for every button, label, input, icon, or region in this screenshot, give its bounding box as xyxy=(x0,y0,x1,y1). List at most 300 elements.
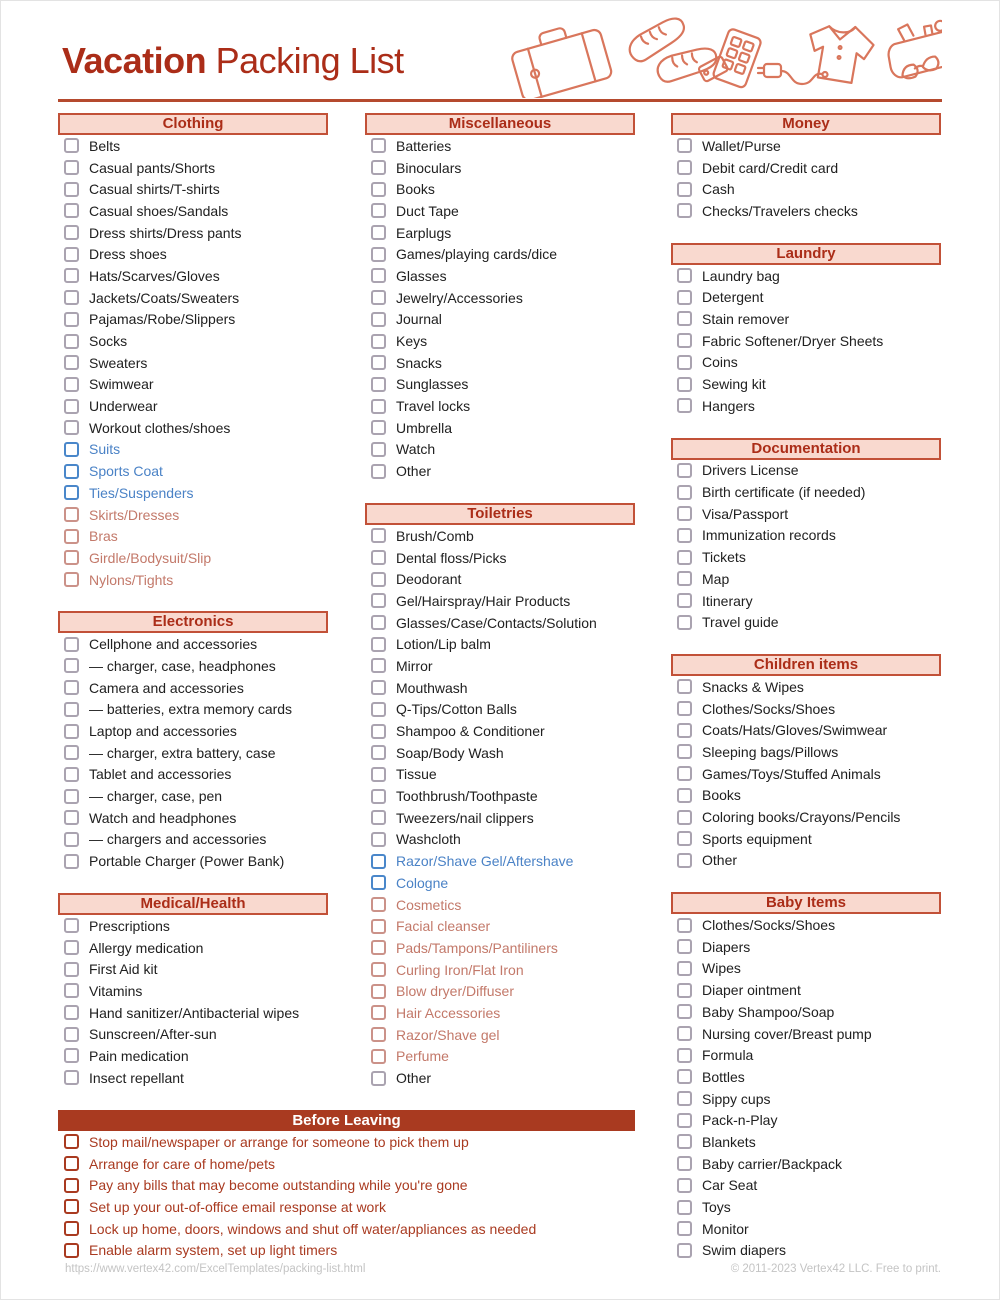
item-label: Casual shirts/T-shirts xyxy=(89,181,220,198)
checklist-item xyxy=(671,1196,941,1218)
item-checkbox[interactable] xyxy=(371,702,386,717)
checklist-item xyxy=(58,482,328,504)
checklist-item xyxy=(365,157,635,179)
item-checkbox[interactable] xyxy=(64,918,79,933)
section-documentation xyxy=(671,438,941,634)
checklist-item xyxy=(671,1044,941,1066)
item-checkbox[interactable] xyxy=(677,961,692,976)
item-checkbox[interactable] xyxy=(371,724,386,739)
checklist-item xyxy=(58,807,328,829)
item-checkbox[interactable] xyxy=(64,268,79,283)
item-label: Other xyxy=(396,463,432,480)
item-label: Sunglasses xyxy=(396,376,469,393)
checklist-item xyxy=(58,633,328,655)
item-checkbox[interactable] xyxy=(371,550,386,565)
calculator-icon xyxy=(712,28,762,88)
checklist-item xyxy=(58,1196,635,1218)
item-checkbox[interactable] xyxy=(371,984,386,999)
item-checkbox[interactable] xyxy=(677,463,692,478)
checklist-item xyxy=(365,265,635,287)
item-label: Snacks xyxy=(396,354,442,371)
checklist-item xyxy=(58,417,328,439)
item-checkbox[interactable] xyxy=(677,377,692,392)
item-label: Formula xyxy=(702,1047,754,1064)
item-checkbox[interactable] xyxy=(677,766,692,781)
item-checkbox[interactable] xyxy=(64,247,79,262)
item-checkbox[interactable] xyxy=(371,572,386,587)
checklist-item xyxy=(58,1239,635,1261)
item-checkbox[interactable] xyxy=(371,1049,386,1064)
item-label: Games/playing cards/dice xyxy=(396,246,558,263)
section-electronics xyxy=(58,611,328,872)
item-label: Mirror xyxy=(396,657,433,674)
page-title xyxy=(62,40,404,82)
checklist-item xyxy=(365,395,635,417)
checklist-item xyxy=(58,439,328,461)
item-checkbox[interactable] xyxy=(371,680,386,695)
checklist-item xyxy=(365,568,635,590)
checklist-item xyxy=(671,676,941,698)
item-label: Socks xyxy=(89,333,128,350)
checklist-item xyxy=(365,785,635,807)
item-checkbox[interactable] xyxy=(64,312,79,327)
item-checkbox[interactable] xyxy=(371,854,386,869)
item-label: — charger, extra battery, case xyxy=(89,744,276,761)
item-checkbox[interactable] xyxy=(64,442,79,457)
checklist-item xyxy=(671,806,941,828)
item-checkbox[interactable] xyxy=(677,506,692,521)
item-label: Sleeping bags/Pillows xyxy=(702,743,839,760)
item-label: Dental floss/Picks xyxy=(396,549,507,566)
item-label: Sewing kit xyxy=(702,376,766,393)
item-checkbox[interactable] xyxy=(64,1178,79,1193)
checklist-item xyxy=(671,1175,941,1197)
header-divider xyxy=(58,99,942,102)
item-label: Fabric Softener/Dryer Sheets xyxy=(702,332,884,349)
checklist-item xyxy=(671,481,941,503)
item-checkbox[interactable] xyxy=(677,290,692,305)
page-title-rest: Packing List xyxy=(206,40,404,81)
item-checkbox[interactable] xyxy=(371,182,386,197)
item-checkbox[interactable] xyxy=(64,529,79,544)
checklist-item xyxy=(671,265,941,287)
item-label: Washcloth xyxy=(396,831,461,848)
item-checkbox[interactable] xyxy=(64,420,79,435)
item-label: Set up your out-of-office email response at work xyxy=(89,1198,387,1215)
item-checkbox[interactable] xyxy=(677,615,692,630)
item-checkbox[interactable] xyxy=(371,637,386,652)
item-label: Car Seat xyxy=(702,1177,758,1194)
item-checkbox[interactable] xyxy=(371,312,386,327)
item-label: Games/Toys/Stuffed Animals xyxy=(702,765,881,782)
item-checkbox[interactable] xyxy=(64,724,79,739)
item-checkbox[interactable] xyxy=(371,290,386,305)
item-checkbox[interactable] xyxy=(64,745,79,760)
item-label: Batteries xyxy=(396,137,452,154)
item-label: Enable alarm system, set up light timers xyxy=(89,1242,338,1259)
checklist-item xyxy=(58,850,328,872)
section-header: Laundry xyxy=(671,243,941,265)
item-checkbox[interactable] xyxy=(64,399,79,414)
page-title-bold: Vacation xyxy=(62,40,207,81)
item-label: Hats/Scarves/Gloves xyxy=(89,267,220,284)
item-label: First Aid kit xyxy=(89,961,158,978)
item-label: Nylons/Tights xyxy=(89,571,174,588)
checklist-item xyxy=(671,460,941,482)
item-checkbox[interactable] xyxy=(64,182,79,197)
item-checkbox[interactable] xyxy=(677,528,692,543)
item-checkbox[interactable] xyxy=(677,593,692,608)
item-checkbox[interactable] xyxy=(371,247,386,262)
checklist-item xyxy=(58,395,328,417)
checklist-item xyxy=(671,308,941,330)
item-label: Other xyxy=(702,852,738,869)
item-label: — batteries, extra memory cards xyxy=(89,701,293,718)
checklist-item xyxy=(58,460,328,482)
item-checkbox[interactable] xyxy=(371,138,386,153)
item-checkbox[interactable] xyxy=(64,1027,79,1042)
section-header: Medical/Health xyxy=(58,893,328,915)
item-label: Camera and accessories xyxy=(89,679,244,696)
item-checkbox[interactable] xyxy=(64,1221,79,1236)
item-checkbox[interactable] xyxy=(677,983,692,998)
item-checkbox[interactable] xyxy=(64,702,79,717)
section-laundry xyxy=(671,243,941,417)
item-checkbox[interactable] xyxy=(677,355,692,370)
checklist-item xyxy=(671,979,941,1001)
item-label: Books xyxy=(396,181,435,198)
item-checkbox[interactable] xyxy=(64,485,79,500)
checklist-item xyxy=(365,894,635,916)
item-checkbox[interactable] xyxy=(371,1005,386,1020)
checklist-item xyxy=(58,135,328,157)
checklist-item xyxy=(671,590,941,612)
checklist-item xyxy=(671,914,941,936)
item-checkbox[interactable] xyxy=(371,615,386,630)
item-label: Swimwear xyxy=(89,376,154,393)
item-checkbox[interactable] xyxy=(371,875,386,890)
checklist-item xyxy=(365,915,635,937)
checklist-item xyxy=(365,243,635,265)
checklist-item xyxy=(58,525,328,547)
section-children-items xyxy=(671,654,941,871)
item-checkbox[interactable] xyxy=(677,810,692,825)
checklist-item xyxy=(365,287,635,309)
checklist-item xyxy=(671,611,941,633)
checklist-item xyxy=(671,546,941,568)
item-label: Laundry bag xyxy=(702,267,780,284)
item-checkbox[interactable] xyxy=(64,1156,79,1171)
item-label: Hand sanitizer/Antibacterial wipes xyxy=(89,1004,300,1021)
item-checkbox[interactable] xyxy=(64,1005,79,1020)
item-label: Belts xyxy=(89,137,121,154)
item-checkbox[interactable] xyxy=(677,1156,692,1171)
item-checkbox[interactable] xyxy=(371,442,386,457)
column-middle xyxy=(365,113,635,1110)
item-checkbox[interactable] xyxy=(64,1048,79,1063)
checklist-item xyxy=(671,763,941,785)
checklist-item xyxy=(365,590,635,612)
item-checkbox[interactable] xyxy=(64,225,79,240)
checklist-item xyxy=(671,936,941,958)
item-checkbox[interactable] xyxy=(64,138,79,153)
item-label: — charger, case, headphones xyxy=(89,657,276,674)
item-checkbox[interactable] xyxy=(677,398,692,413)
item-checkbox[interactable] xyxy=(371,1027,386,1042)
checklist-item xyxy=(365,1024,635,1046)
item-label: Cologne xyxy=(396,874,449,891)
item-checkbox[interactable] xyxy=(677,160,692,175)
item-label: Tissue xyxy=(396,766,437,783)
item-checkbox[interactable] xyxy=(371,593,386,608)
item-checkbox[interactable] xyxy=(371,897,386,912)
item-checkbox[interactable] xyxy=(677,918,692,933)
item-checkbox[interactable] xyxy=(677,1221,692,1236)
checklist-item xyxy=(671,395,941,417)
item-label: Mouthwash xyxy=(396,679,468,696)
item-label: Hair Accessories xyxy=(396,1004,501,1021)
item-checkbox[interactable] xyxy=(371,355,386,370)
item-checkbox[interactable] xyxy=(371,203,386,218)
item-checkbox[interactable] xyxy=(371,377,386,392)
item-checkbox[interactable] xyxy=(677,138,692,153)
checklist-item xyxy=(58,178,328,200)
section-medical-health xyxy=(58,893,328,1089)
checklist-item xyxy=(365,1067,635,1089)
item-checkbox[interactable] xyxy=(677,203,692,218)
item-label: Debit card/Credit card xyxy=(702,159,839,176)
checklist-item xyxy=(58,222,328,244)
item-checkbox[interactable] xyxy=(677,311,692,326)
item-label: Pads/Tampons/Pantiliners xyxy=(396,939,558,956)
item-label: Gel/Hairspray/Hair Products xyxy=(396,592,571,609)
item-checkbox[interactable] xyxy=(64,1070,79,1085)
item-label: Blow dryer/Diffuser xyxy=(396,983,515,1000)
item-checkbox[interactable] xyxy=(64,1134,79,1149)
checklist-item xyxy=(58,287,328,309)
item-label: Map xyxy=(702,570,730,587)
item-checkbox[interactable] xyxy=(64,572,79,587)
item-label: Razor/Shave gel xyxy=(396,1026,500,1043)
section-before-leaving xyxy=(58,1110,635,1261)
item-checkbox[interactable] xyxy=(677,1178,692,1193)
item-label: Pajamas/Robe/Slippers xyxy=(89,311,236,328)
item-checkbox[interactable] xyxy=(371,399,386,414)
item-label: Wallet/Purse xyxy=(702,137,781,154)
item-checkbox[interactable] xyxy=(371,940,386,955)
item-checkbox[interactable] xyxy=(677,1091,692,1106)
item-checkbox[interactable] xyxy=(64,464,79,479)
checklist-item xyxy=(58,958,328,980)
item-label: Checks/Travelers checks xyxy=(702,202,858,219)
checklist-item xyxy=(365,1002,635,1024)
item-checkbox[interactable] xyxy=(677,788,692,803)
checklist-item xyxy=(365,417,635,439)
item-checkbox[interactable] xyxy=(64,377,79,392)
checklist-item xyxy=(58,547,328,569)
item-checkbox[interactable] xyxy=(64,637,79,652)
checklist-item xyxy=(671,785,941,807)
checklist-item xyxy=(671,850,941,872)
item-label: Dress shoes xyxy=(89,246,167,263)
item-checkbox[interactable] xyxy=(64,160,79,175)
item-checkbox[interactable] xyxy=(677,853,692,868)
item-checkbox[interactable] xyxy=(64,203,79,218)
item-checkbox[interactable] xyxy=(371,767,386,782)
checklist-item xyxy=(58,937,328,959)
item-label: Baby Shampoo/Soap xyxy=(702,1003,835,1020)
item-checkbox[interactable] xyxy=(64,1243,79,1258)
item-checkbox[interactable] xyxy=(371,962,386,977)
item-label: Clothes/Socks/Shoes xyxy=(702,700,836,717)
item-checkbox[interactable] xyxy=(677,268,692,283)
item-checkbox[interactable] xyxy=(371,334,386,349)
checklist-item xyxy=(365,655,635,677)
item-label: Vitamins xyxy=(89,982,143,999)
item-checkbox[interactable] xyxy=(371,1071,386,1086)
item-checkbox[interactable] xyxy=(64,810,79,825)
item-label: Toothbrush/Toothpaste xyxy=(396,788,538,805)
checklist-item xyxy=(58,374,328,396)
item-checkbox[interactable] xyxy=(64,507,79,522)
checklist-item xyxy=(365,872,635,894)
item-checkbox[interactable] xyxy=(677,1134,692,1149)
item-checkbox[interactable] xyxy=(371,658,386,673)
item-checkbox[interactable] xyxy=(64,1199,79,1214)
item-checkbox[interactable] xyxy=(677,1069,692,1084)
item-checkbox[interactable] xyxy=(677,701,692,716)
checklist-item xyxy=(58,309,328,331)
item-label: Nursing cover/Breast pump xyxy=(702,1025,872,1042)
item-label: Coloring books/Crayons/Pencils xyxy=(702,809,901,826)
item-checkbox[interactable] xyxy=(677,550,692,565)
checklist-item xyxy=(365,742,635,764)
item-label: Tweezers/nail clippers xyxy=(396,809,534,826)
item-checkbox[interactable] xyxy=(371,789,386,804)
item-checkbox[interactable] xyxy=(64,854,79,869)
item-checkbox[interactable] xyxy=(371,810,386,825)
section-clothing xyxy=(58,113,328,590)
item-checkbox[interactable] xyxy=(677,571,692,586)
item-label: Detergent xyxy=(702,289,764,306)
item-checkbox[interactable] xyxy=(64,789,79,804)
item-label: Diapers xyxy=(702,938,751,955)
item-label: Glasses/Case/Contacts/Solution xyxy=(396,614,597,631)
item-label: Cosmetics xyxy=(396,896,462,913)
checklist-item xyxy=(671,828,941,850)
item-checkbox[interactable] xyxy=(677,485,692,500)
item-checkbox[interactable] xyxy=(371,268,386,283)
item-checkbox[interactable] xyxy=(677,333,692,348)
item-label: Binoculars xyxy=(396,159,462,176)
footer-url: https://www.vertex42.com/ExcelTemplates/packing-list.html xyxy=(65,1263,366,1275)
item-checkbox[interactable] xyxy=(371,225,386,240)
item-checkbox[interactable] xyxy=(371,832,386,847)
item-label: Portable Charger (Power Bank) xyxy=(89,853,285,870)
item-checkbox[interactable] xyxy=(677,939,692,954)
checklist-item xyxy=(365,633,635,655)
item-checkbox[interactable] xyxy=(64,962,79,977)
item-checkbox[interactable] xyxy=(677,679,692,694)
item-label: Tickets xyxy=(702,549,746,566)
checklist-item xyxy=(671,1109,941,1131)
item-checkbox[interactable] xyxy=(64,290,79,305)
item-checkbox[interactable] xyxy=(371,420,386,435)
item-checkbox[interactable] xyxy=(677,831,692,846)
item-checkbox[interactable] xyxy=(64,940,79,955)
item-checkbox[interactable] xyxy=(64,334,79,349)
item-label: Bottles xyxy=(702,1068,745,1085)
item-checkbox[interactable] xyxy=(371,528,386,543)
item-checkbox[interactable] xyxy=(677,1026,692,1041)
item-label: Suits xyxy=(89,441,121,458)
checklist-item xyxy=(365,330,635,352)
item-checkbox[interactable] xyxy=(64,550,79,565)
item-checkbox[interactable] xyxy=(677,182,692,197)
checklist-item xyxy=(671,286,941,308)
checklist-item xyxy=(58,785,328,807)
checklist-item xyxy=(58,1045,328,1067)
checklist-item xyxy=(671,157,941,179)
item-checkbox[interactable] xyxy=(64,658,79,673)
item-label: Jackets/Coats/Sweaters xyxy=(89,289,240,306)
item-checkbox[interactable] xyxy=(677,744,692,759)
checklist-item xyxy=(58,1174,635,1196)
suitcase-icon xyxy=(508,18,613,98)
checklist-item xyxy=(365,850,635,872)
item-label: Cash xyxy=(702,181,735,198)
item-label: Bras xyxy=(89,528,118,545)
section-header: Money xyxy=(671,113,941,135)
item-label: Drivers License xyxy=(702,462,799,479)
item-checkbox[interactable] xyxy=(677,1243,692,1258)
checklist-item xyxy=(671,1066,941,1088)
item-label: Stain remover xyxy=(702,310,790,327)
checklist-item xyxy=(365,439,635,461)
item-checkbox[interactable] xyxy=(371,919,386,934)
item-label: Casual shoes/Sandals xyxy=(89,202,229,219)
item-label: Insect repellant xyxy=(89,1069,184,1086)
checklist-item xyxy=(365,525,635,547)
item-label: Soap/Body Wash xyxy=(396,744,504,761)
item-checkbox[interactable] xyxy=(677,1113,692,1128)
checklist-item xyxy=(58,742,328,764)
checklist-item xyxy=(671,373,941,395)
section-miscellaneous xyxy=(365,113,635,482)
item-checkbox[interactable] xyxy=(677,1048,692,1063)
item-checkbox[interactable] xyxy=(677,723,692,738)
item-label: Lotion/Lip balm xyxy=(396,636,491,653)
item-checkbox[interactable] xyxy=(371,160,386,175)
checklist-item xyxy=(58,764,328,786)
item-checkbox[interactable] xyxy=(64,832,79,847)
item-checkbox[interactable] xyxy=(64,680,79,695)
item-label: Stop mail/newspaper or arrange for someone to pick them up xyxy=(89,1133,469,1150)
checklist-item xyxy=(365,699,635,721)
item-checkbox[interactable] xyxy=(64,983,79,998)
item-label: Arrange for care of home/pets xyxy=(89,1155,275,1172)
item-checkbox[interactable] xyxy=(677,1200,692,1215)
item-checkbox[interactable] xyxy=(64,767,79,782)
checklist-item xyxy=(58,980,328,1002)
checklist-item xyxy=(671,525,941,547)
item-checkbox[interactable] xyxy=(371,464,386,479)
item-checkbox[interactable] xyxy=(371,745,386,760)
item-checkbox[interactable] xyxy=(677,1004,692,1019)
item-checkbox[interactable] xyxy=(64,355,79,370)
item-label: Toys xyxy=(702,1199,731,1216)
charger-icon xyxy=(758,64,828,84)
